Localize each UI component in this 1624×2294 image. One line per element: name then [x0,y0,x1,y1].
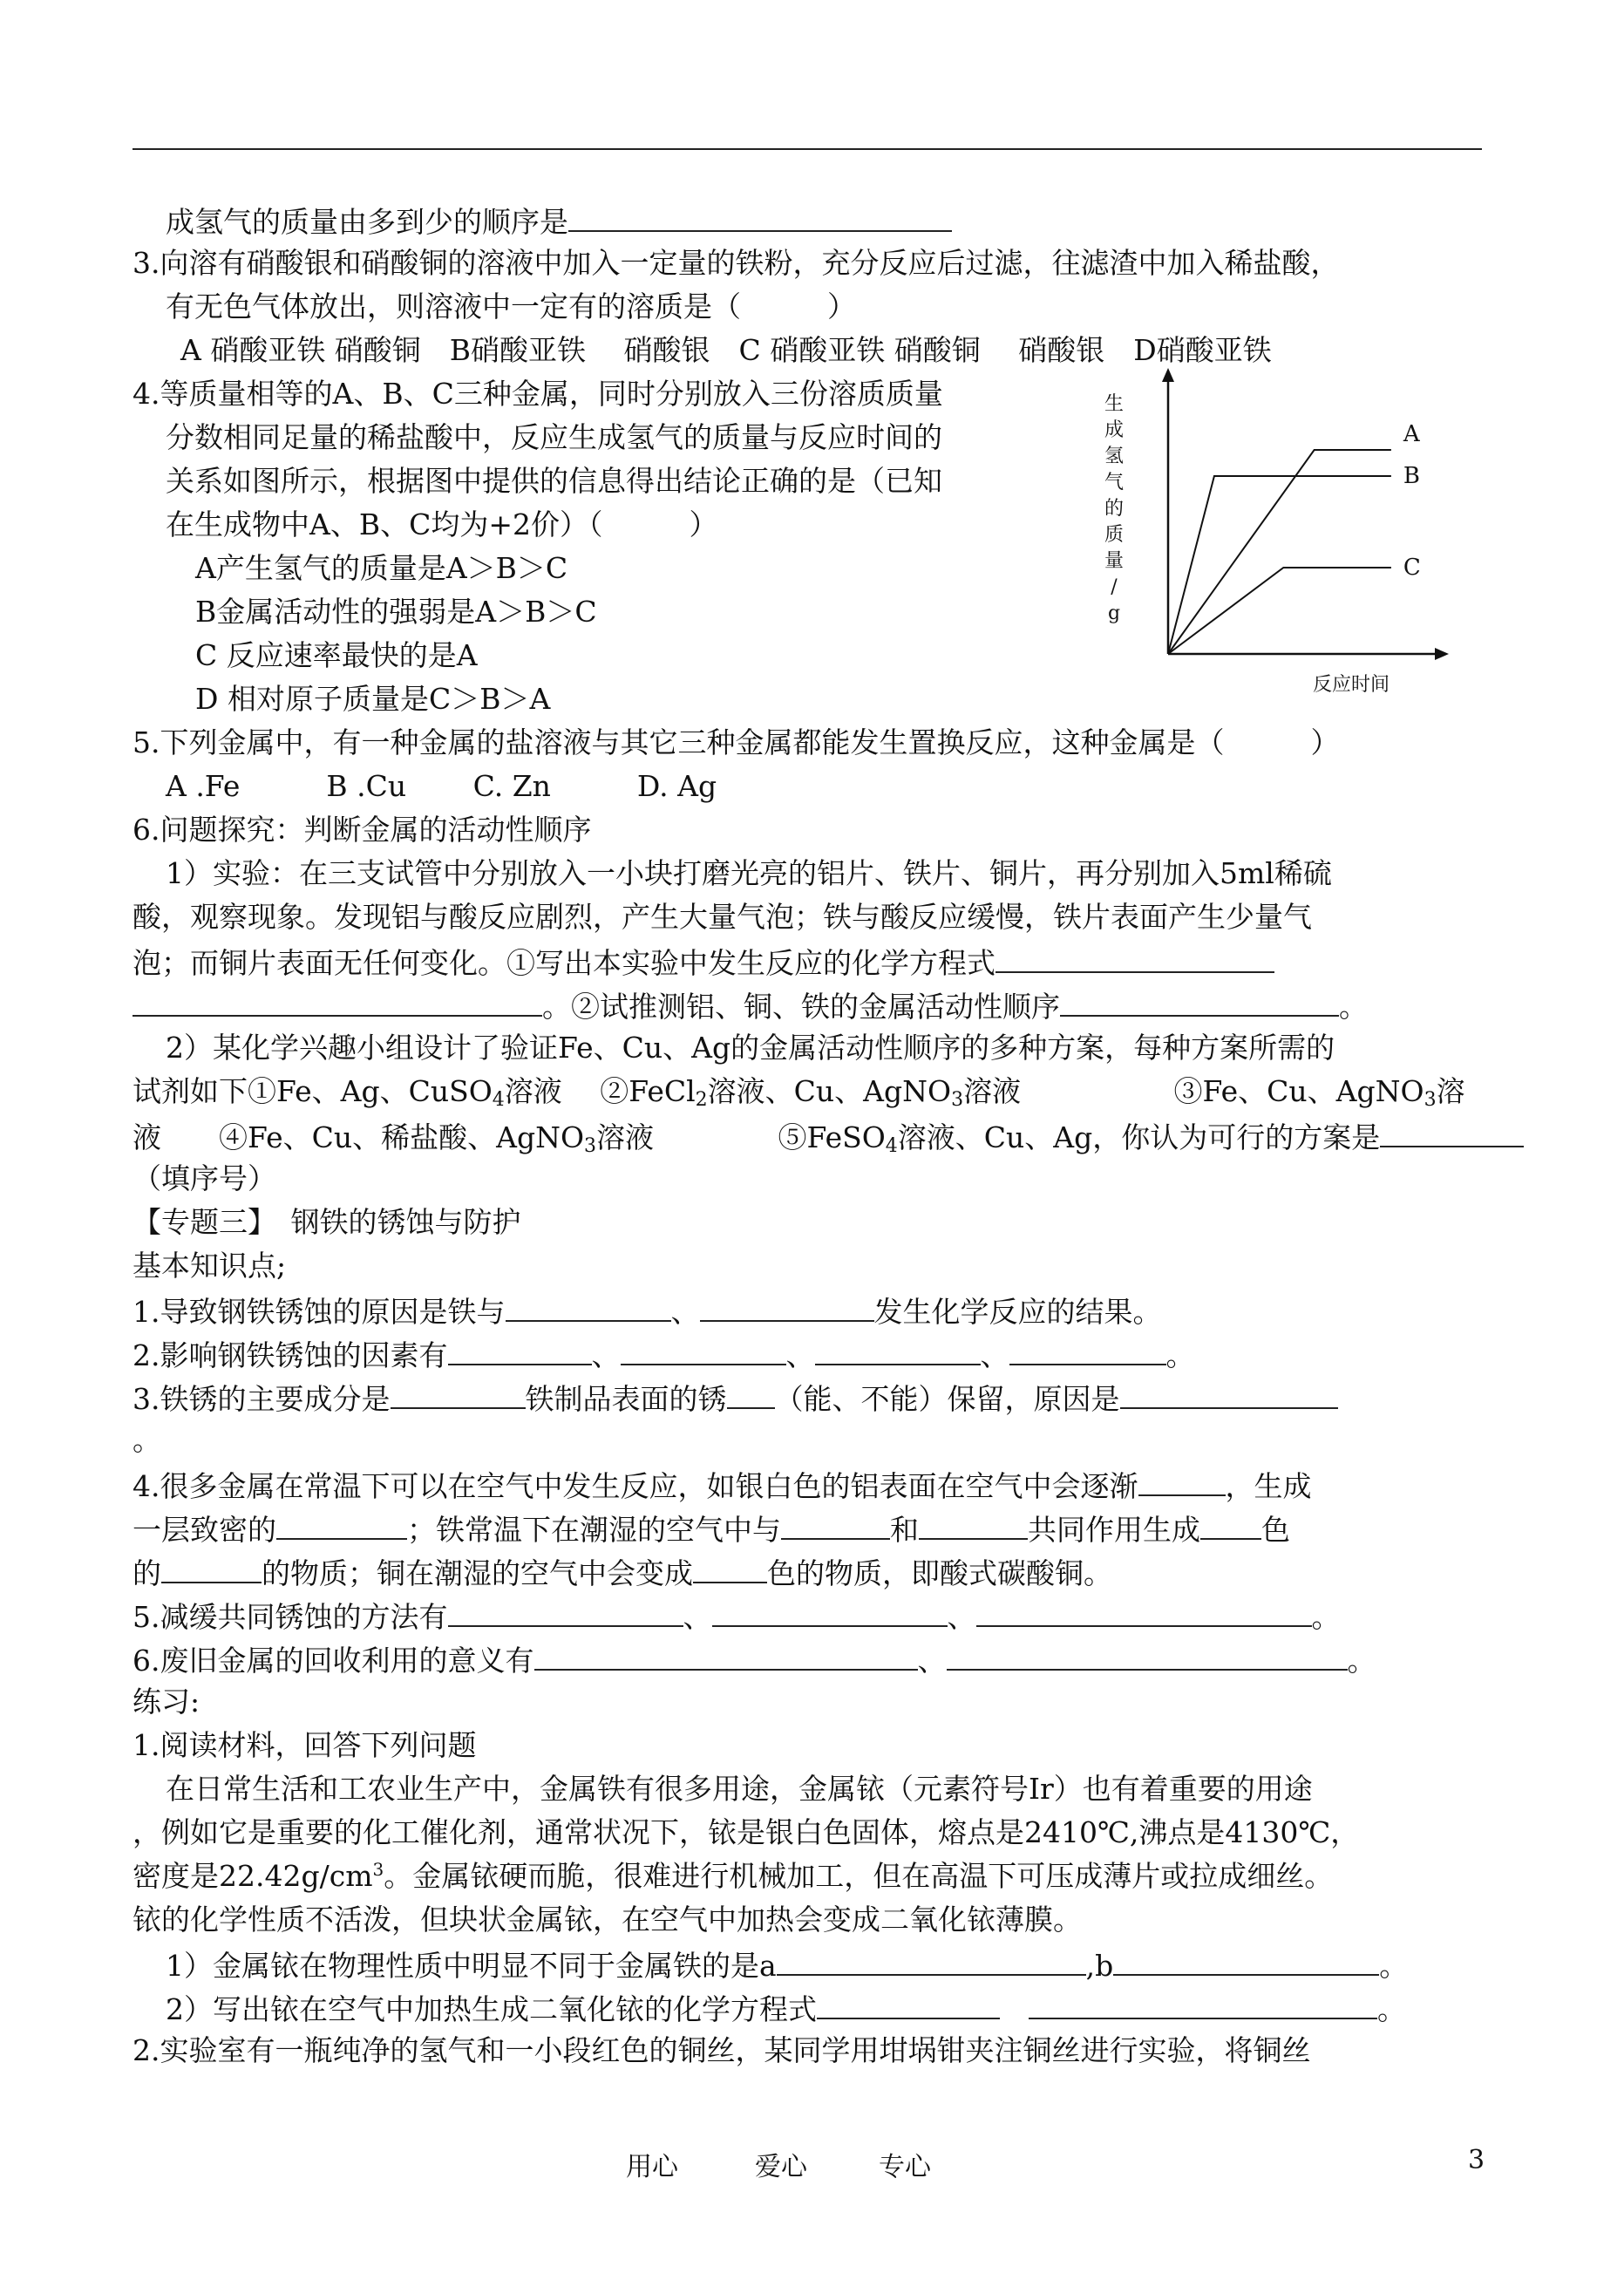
text-line-l05 [133,375,943,413]
page-number: 3 [1468,2145,1485,2175]
hydrogen-mass-chart [1088,366,1454,706]
text-segment: ，生成 [1225,1469,1312,1503]
text-segment: 、 [670,1295,700,1329]
text-segment: 在日常生活和工农业生产中，金属铁有很多用途，金属铱（元素符号Ir）也有着重要的用途 [166,1772,1313,1806]
text-line-l26 [133,1290,1162,1331]
text-segment: 2.影响钢铁锈蚀的因素有 [133,1338,448,1372]
text-line-l30 [133,1465,1312,1506]
text-line-l23 [133,1160,276,1198]
answer-blank[interactable] [712,1596,948,1627]
text-line-l31 [133,1508,1290,1549]
text-segment: 酸，观察现象。发现铝与酸反应剧烈，产生大量气泡；铁与酸反应缓慢，铁片表面产生少量气 [133,900,1312,934]
text-segment: 、 [980,1338,1009,1372]
text-segment: 、 [683,1600,712,1634]
text-segment: 溶液 ②FeCl [504,1074,696,1108]
answer-blank[interactable] [276,1508,407,1540]
text-line-l08 [166,506,717,544]
text-segment: 2.实验室有一瓶纯净的氢气和一小段红色的铜丝，某同学用坩埚钳夹注铜丝进行实验，将铜丝 [133,2033,1311,2067]
answer-blank[interactable] [817,1988,1000,2019]
answer-blank[interactable] [1113,1944,1379,1976]
text-segment: D 相对原子质量是C＞B＞A [195,682,551,716]
text-line-l41 [166,1944,1408,1985]
answer-blank[interactable] [781,1508,890,1540]
answer-blank[interactable] [995,942,1274,973]
text-line-l14 [166,767,717,806]
text-segment: ，例如它是重要的化工催化剂，通常状况下，铱是银白色固体，熔点是2410℃,沸点是4130℃， [133,1815,1360,1849]
answer-blank[interactable] [947,1639,1348,1671]
text-segment: 3.铁锈的主要成分是 [133,1382,391,1416]
answer-blank[interactable] [1060,985,1339,1017]
text-segment: A 硝酸亚铁 硝酸铜 B硝酸亚铁 硝酸银 C 硝酸亚铁 硝酸铜 硝酸银 D硝酸亚铁 [180,333,1272,367]
text-segment: 分数相同足量的稀盐酸中，反应生成氢气的质量与反应时间的 [166,420,942,454]
text-line-l15 [133,811,592,849]
series-line-A [1168,450,1391,654]
text-segment: 1.阅读材料，回答下列问题 [133,1728,477,1762]
text-line-l22 [133,1116,1524,1157]
answer-blank[interactable] [1200,1508,1261,1540]
answer-blank[interactable] [506,1290,671,1322]
footer-right: 专心 [879,2152,931,2182]
text-segment: 4.很多金属在常温下可以在空气中发生反应，如银白色的铝表面在空气中会逐渐 [133,1469,1138,1503]
text-segment: 、 [591,1338,621,1372]
answer-blank[interactable] [1009,1334,1166,1365]
text-line-l07 [166,462,942,500]
footer-middle: 爱心 [755,2152,807,2182]
text-line-l39 [133,1857,1333,1896]
answer-blank[interactable] [161,1552,262,1583]
text-segment: 2）某化学兴趣小组设计了验证Fe、Cu、Ag的金属活动性顺序的多种方案，每种方案所需的 [166,1031,1335,1065]
text-segment: （能、不能）保留，原因是 [774,1382,1120,1416]
series-line-B [1168,476,1391,654]
text-line-l03 [166,288,856,326]
text-segment: C 反应速率最快的是A [195,638,478,672]
series-label-A: A [1403,421,1420,447]
text-line-l34 [133,1639,1376,1680]
answer-blank[interactable] [1380,1116,1524,1147]
answer-blank[interactable] [534,1639,918,1671]
text-line-l20 [166,1029,1335,1067]
text-segment: 、 [785,1338,815,1372]
text-segment: 。 [133,1423,161,1457]
text-segment: 铁制品表面的锈 [525,1382,727,1416]
text-segment: 的 [133,1556,161,1590]
text-line-l28 [133,1378,1338,1419]
text-segment: 在生成物中A、B、C均为+2价）（ ） [166,507,718,541]
text-line-l16 [166,854,1332,893]
text-line-l27 [133,1334,1195,1375]
text-line-l42 [166,1988,1406,2029]
text-segment: B金属活动性的强弱是A＞B＞C [195,595,597,629]
answer-blank[interactable] [727,1378,775,1409]
text-segment: 1.导致钢铁锈蚀的原因是铁与 [133,1295,506,1329]
text-line-l17 [133,898,1312,936]
text-segment: 。 [1347,1644,1376,1678]
footer-left: 用心 [626,2152,678,2182]
answer-blank[interactable] [1029,1988,1377,2019]
text-segment: ,b [1085,1949,1114,1983]
answer-blank[interactable] [1138,1465,1226,1496]
text-segment: 1）金属铱在物理性质中明显不同于金属铁的是a [166,1949,777,1983]
text-line-l10 [195,593,597,631]
text-segment: 溶液 ⑤FeSO [596,1120,886,1154]
answer-blank[interactable] [621,1334,786,1365]
subscript: 3 [1424,1089,1437,1111]
text-line-l36 [133,1726,477,1765]
text-segment: 发生化学反应的结果。 [873,1295,1162,1329]
answer-blank[interactable] [448,1596,683,1627]
text-line-l02 [133,244,1340,282]
text-segment: A产生氢气的质量是A＞B＞C [195,551,568,585]
text-segment: 。 [1379,1949,1409,1983]
answer-blank[interactable] [815,1334,981,1365]
text-line-l40 [133,1901,1082,1939]
superscript: 3 [372,1859,384,1880]
text-line-l04 [180,331,1272,370]
text-segment: 练习: [133,1685,200,1719]
text-segment: 、 [947,1600,976,1634]
text-line-l32 [133,1552,1112,1593]
answer-blank[interactable] [391,1378,526,1409]
text-segment: 溶液 ③Fe、Cu、AgNO [963,1074,1424,1108]
text-line-l06 [166,419,942,457]
text-segment: 。 [1377,1992,1406,2026]
text-segment: 有无色气体放出，则溶液中一定有的溶质是（ ） [166,289,856,323]
text-line-l33 [133,1596,1341,1637]
text-segment: 液 ④Fe、Cu、稀盐酸、AgNO [133,1120,585,1154]
text-segment: （填序号） [133,1161,276,1195]
x-axis-arrow [1435,648,1449,660]
text-segment: 1）实验：在三支试管中分别放入一小块打磨光亮的铝片、铁片、铜片，再分别加入5ml稀硫 [166,856,1332,890]
text-segment: 。②试推测铝、铜、铁的金属活动性顺序 [542,990,1060,1024]
y-axis-arrow [1162,368,1174,382]
text-line-l19 [133,985,1368,1026]
text-segment: 试剂如下①Fe、Ag、CuSO [133,1074,493,1108]
text-segment: 基本知识点; [133,1249,287,1283]
text-segment: 共同作用生成 [1028,1513,1200,1547]
text-segment: 。金属铱硬而脆，很难进行机械加工，但在高温下可压成薄片或拉成细丝。 [384,1859,1334,1893]
text-segment: 和 [890,1513,919,1547]
subscript: 4 [492,1089,505,1111]
text-line-l29 [133,1421,161,1460]
answer-blank[interactable] [777,1944,1086,1976]
text-line-l37 [166,1770,1313,1808]
text-segment [1000,1992,1029,2026]
text-segment: 色 [1261,1513,1290,1547]
y-axis-label: 生成氢气的质量/ g [1104,393,1125,624]
text-segment: 。 [1165,1338,1195,1372]
answer-blank[interactable] [133,985,542,1017]
text-segment: 密度是22.42g/cm [133,1859,373,1893]
text-segment: 6.废旧金属的回收利用的意义有 [133,1644,534,1678]
text-segment: 成氢气的质量由多到少的顺序是 [166,205,568,239]
subscript: 4 [885,1135,898,1157]
text-segment: 溶液、Cu、AgNO [707,1074,952,1108]
text-segment: 溶液、Cu、Ag，你认为可行的方案是 [897,1120,1381,1154]
text-segment: 溶 [1436,1074,1465,1108]
answer-blank[interactable] [1120,1378,1338,1409]
text-segment: 一层致密的 [133,1513,276,1547]
text-line-l24 [133,1203,521,1242]
text-line-l11 [195,636,478,675]
text-line-l35 [133,1683,200,1721]
answer-blank[interactable] [919,1508,1028,1540]
header-rule [133,148,1482,150]
text-segment: 关系如图所示，根据图中提供的信息得出结论正确的是（已知 [166,464,942,498]
answer-blank[interactable] [976,1596,1312,1627]
text-line-l43 [133,2032,1311,2070]
text-segment: A .Fe B .Cu C. Zn D. Ag [166,769,717,803]
answer-blank[interactable] [568,201,952,232]
text-line-l38 [133,1814,1359,1852]
subscript: 3 [584,1135,597,1157]
text-segment: 色的物质，即酸式碳酸铜。 [767,1556,1112,1590]
x-axis-label: 反应时间 [1312,674,1390,696]
text-segment: 3.向溶有硝酸银和硝酸铜的溶液中加入一定量的铁粉，充分反应后过滤，往滤渣中加入稀盐酸， [133,246,1340,280]
subscript: 2 [695,1089,708,1111]
text-segment: 4.等质量相等的A、B、C三种金属，同时分别放入三份溶质质量 [133,377,943,411]
text-line-l25 [133,1247,286,1285]
answer-blank[interactable] [700,1290,874,1322]
text-segment: 2）写出铱在空气中加热生成二氧化铱的化学方程式 [166,1992,817,2026]
text-segment: ；铁常温下在潮湿的空气中与 [407,1513,781,1547]
text-segment: 5.减缓共同锈蚀的方法有 [133,1600,448,1634]
text-line-l12 [195,680,550,718]
answer-blank[interactable] [448,1334,592,1365]
text-segment: 泡；而铜片表面无任何变化。①写出本实验中发生反应的化学方程式 [133,946,995,980]
text-segment: 、 [917,1644,947,1678]
text-segment: 铱的化学性质不活泼，但块状金属铱，在空气中加热会变成二氧化铱薄膜。 [133,1903,1082,1937]
text-line-l09 [195,549,567,588]
text-segment: 。 [1339,990,1368,1024]
text-line-l13 [133,724,1340,762]
subscript: 3 [951,1089,964,1111]
text-line-l21 [133,1072,1465,1111]
text-segment: 5.下列金属中，有一种金属的盐溶液与其它三种金属都能发生置换反应，这种金属是（ ） [133,725,1340,759]
text-segment: 的物质；铜在潮湿的空气中会变成 [262,1556,693,1590]
text-segment: 。 [1311,1600,1341,1634]
series-label-B: B [1403,463,1420,489]
text-line-l18 [133,942,1274,983]
text-segment: 6.问题探究：判断金属的活动性顺序 [133,813,592,847]
answer-blank[interactable] [693,1552,767,1583]
text-line-l01 [166,201,952,242]
text-segment: 【专题三】 钢铁的锈蚀与防护 [133,1205,521,1239]
series-label-C: C [1403,555,1421,581]
series-line-C [1168,568,1391,654]
